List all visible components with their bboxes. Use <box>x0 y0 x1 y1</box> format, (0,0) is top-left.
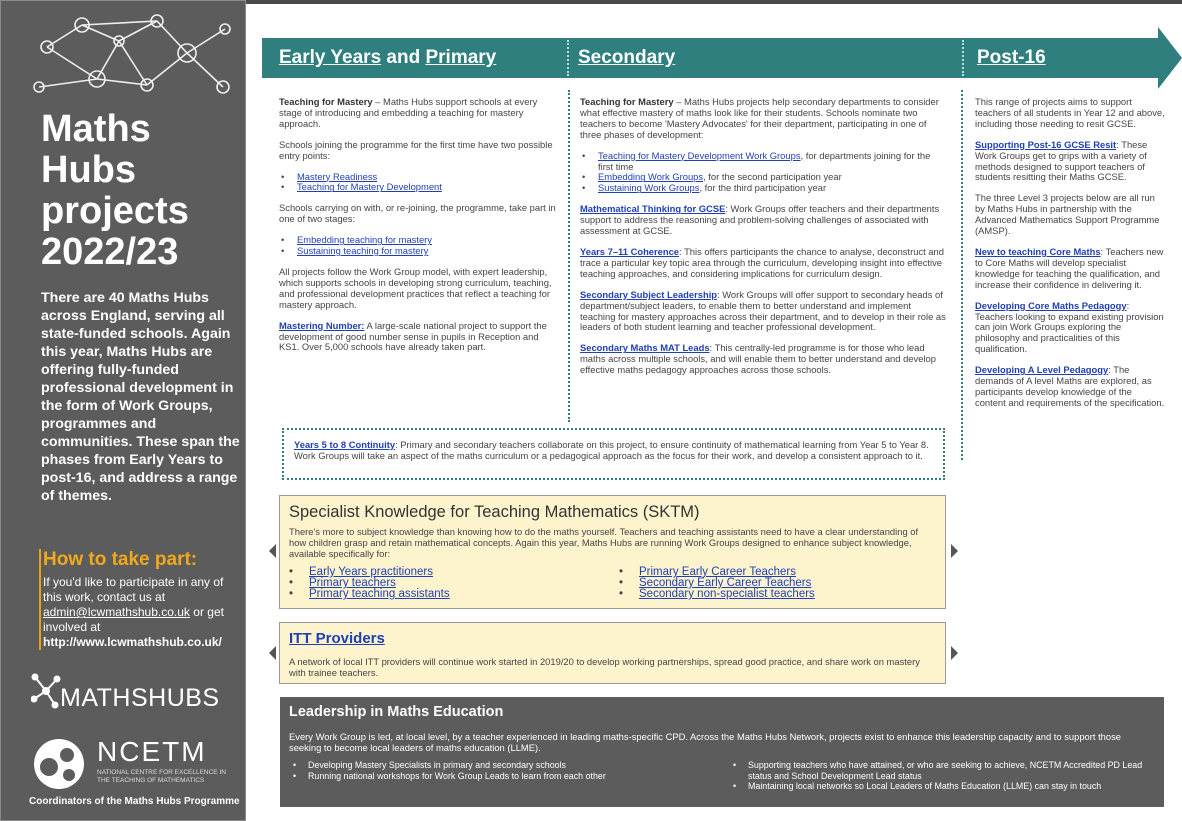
header-primary <box>279 45 496 71</box>
list-item[interactable] <box>285 589 450 600</box>
a-level-pedagogy-text: : The demands of A level Maths are explored, as participants develop knowledge of the content and requirements of the specification. <box>975 364 1165 408</box>
mastering-number-text: A large-scale national project to support the development of good number sense in pupils in Reception and KS1. Over 5,000 schools have already taken part. <box>279 319 547 353</box>
list-item: • Supporting teachers who have attained, or who are seeking to achieve, NCETM Accredited PD Lead status and School Development Lead status <box>729 760 1149 781</box>
column-divider <box>568 90 570 422</box>
sktm-left-list <box>285 567 450 600</box>
subject-leadership-link[interactable]: Secondary Subject Leadership <box>580 288 718 300</box>
header-early-years: Early Years <box>279 47 382 68</box>
header-post16 <box>977 45 1046 71</box>
mathematical-thinking-text: : Work Groups offer teachers and their departments support to address the reasoning and problem-solving challenges of associated with assessment at GCSE. <box>580 203 940 237</box>
sktm-title: Specialist Knowledge for Teaching Mathematics (SKTM) <box>289 503 700 521</box>
embedding-work-groups-link[interactable]: Embedding Work Groups <box>598 171 704 183</box>
secondary-non-specialist-link[interactable]: Secondary non-specialist teachers <box>639 588 815 600</box>
mastering-number-link[interactable]: Mastering Number: <box>279 319 365 331</box>
ncetm-circles-icon <box>31 737 91 791</box>
primary-tas-link[interactable]: Primary teaching assistants <box>309 588 450 600</box>
mathshubs-star-icon <box>31 671 61 711</box>
primary-column <box>279 97 557 363</box>
sktm-box <box>279 495 946 609</box>
gcse-resit-text: : These Work Groups get to grips with a variety of methods designed to support teachers of students resitting their Maths GCSE. <box>975 138 1148 183</box>
mathshubs-logo <box>31 669 231 719</box>
gcse-resit-link[interactable]: Supporting Post-16 GCSE Resit <box>975 138 1117 150</box>
itt-box <box>279 622 946 684</box>
list-item: • Running national workshops for Work Group Leads to learn from each other <box>289 771 709 782</box>
secondary-tfm-title: Teaching for Mastery <box>580 96 674 107</box>
coordinators-caption: Coordinators of the Maths Hubs Programme <box>29 796 240 807</box>
mat-leads-text: : This centrally-led programme is for those who lead maths across multiple schools, and will enable them to better understand and develop effective maths pedagogy approaches across those schools. <box>580 342 936 376</box>
header-secondary-label: Secondary <box>578 47 676 68</box>
phase-text: , for the third participation year <box>699 182 827 194</box>
tfm-dev-work-groups-link[interactable]: Teaching for Mastery Development Work Groups, <box>598 149 804 161</box>
website-link[interactable]: http://www.lcwmathshub.co.uk/ <box>43 635 222 649</box>
early-years-link[interactable]: Early Years practitioners <box>309 566 434 578</box>
primary-teachers-link[interactable]: Primary teachers <box>309 577 396 589</box>
header-secondary <box>578 45 675 71</box>
core-maths-pedagogy-text: : Teachers looking to expand existing provision can join Work Groups exploring the philosophy and practicalities of this qualification. <box>975 299 1164 355</box>
secondary-tfm-text: – Maths Hubs projects help secondary departments to consider what effective mastery of maths look like for their students. Schools nominate two teachers to become 'Mastery Advocates' for their department, participating in one of three phases of development: <box>580 96 939 140</box>
secondary-column <box>580 97 946 386</box>
secondary-phase-list <box>580 151 946 195</box>
secondary-ect-link[interactable]: Secondary Early Career Teachers <box>639 577 812 589</box>
continuity-link[interactable]: Years 5 to 8 Continuity <box>294 439 396 450</box>
how-to-take-part <box>39 549 243 650</box>
primary-entry-text: Schools joining the programme for the first time have two possible entry points: <box>279 138 553 161</box>
list-item: • Developing Mastery Specialists in primary and secondary schools <box>289 760 709 771</box>
mathematical-thinking-link[interactable]: Mathematical Thinking for GCSE <box>580 203 726 215</box>
primary-entry-list <box>279 172 557 194</box>
new-core-maths-text: : Teachers new to Core Maths will develop specialist knowledge for teaching the qualification, and increase their confidence in delivering it. <box>975 245 1164 290</box>
coherence-link[interactable]: Years 7–11 Coherence <box>580 245 680 257</box>
core-maths-pedagogy-link[interactable]: Developing Core Maths Pedagogy <box>975 299 1127 311</box>
a-level-pedagogy-link[interactable]: Developing A Level Pedagogy <box>975 364 1109 376</box>
ncetm-subtitle: NATIONAL CENTRE FOR EXCELLENCE IN THE TEACHING OF MATHEMATICS <box>97 769 226 784</box>
phase-text: for departments joining for the first time <box>598 149 931 172</box>
page-title: Maths Hubs projects 2022/23 <box>41 108 189 273</box>
right-arrow-icon <box>951 646 958 660</box>
mastery-readiness-link[interactable]: Mastery Readiness <box>297 170 378 182</box>
embedding-link[interactable]: Embedding teaching for mastery <box>297 234 432 246</box>
list-item: • Maintaining local networks so Local Leaders of Maths Education (LLME) can stay in touch <box>729 781 1149 792</box>
left-arrow-icon <box>269 544 276 558</box>
header-arrow-icon <box>1158 27 1182 89</box>
primary-tfm-text: – Maths Hubs support schools at every stage of introducing and embedding a teaching for mastery approach. <box>279 96 538 129</box>
header-post16-label: Post-16 <box>977 47 1046 68</box>
column-divider <box>961 90 963 460</box>
header-divider <box>962 40 964 76</box>
list-item[interactable] <box>580 183 946 194</box>
how-to-body <box>43 575 243 650</box>
right-arrow-icon <box>951 544 958 558</box>
list-item[interactable] <box>279 246 557 257</box>
sktm-right-list <box>615 567 815 600</box>
leadership-title: Leadership in Maths Education <box>289 704 504 720</box>
primary-stages-text: Schools carrying on with, or re-joining, the programme, take part in one of two stages: <box>279 202 556 225</box>
ncetm-logo <box>31 737 231 791</box>
header-divider <box>567 40 569 76</box>
leadership-left-list <box>289 760 709 781</box>
tfm-development-link[interactable]: Teaching for Mastery Development <box>297 181 442 193</box>
sustaining-work-groups-link[interactable]: Sustaining Work Groups <box>598 182 700 194</box>
post16-column <box>975 97 1165 419</box>
leadership-box <box>280 697 1164 807</box>
header-and: and <box>386 47 421 68</box>
post16-intro: This range of projects aims to support teachers of all students in Year 12 and above, including those needing to resit GCSE. <box>975 96 1165 129</box>
how-to-text: If you'd like to participate in any of this work, contact us at <box>43 575 224 604</box>
intro-text: There are 40 Maths Hubs across England, serving all state-funded schools. Again this year, Maths Hubs are offering fully-funded professional development in the form of Work Groups, programmes and communities. These span the phases from Early Years to post-16, and address a range of themes. <box>41 290 240 504</box>
primary-ect-link[interactable]: Primary Early Career Teachers <box>639 566 797 578</box>
ncetm-wordmark: NCETM <box>97 736 207 767</box>
itt-providers-link[interactable]: ITT Providers <box>289 630 385 647</box>
mathshubs-wordmark: MATHSHUBS <box>60 684 220 712</box>
level3-text: The three Level 3 projects below are all run by Maths Hubs in partnership with the Advanced Mathematics Support Programme (AMSP). <box>975 192 1160 237</box>
continuity-text: : Primary and secondary teachers collaborate on this project, to ensure continuity of mathematical learning from Year 5 to Year 8. Work Groups will take an aspect of the maths curriculum or a pedagogical approach as the focus for their work, and develop a consistent approach to it. <box>294 439 929 461</box>
list-item[interactable] <box>615 589 815 600</box>
list-item[interactable] <box>279 182 557 193</box>
leadership-text: Every Work Group is led, at local level, by a teacher experienced in leading maths-specific CPD. Across the Maths Hubs Network, projects exist to enhance this leadership capacity and to support those seeking to become local leaders of maths education (LLME). <box>289 731 1122 753</box>
sustaining-link[interactable]: Sustaining teaching for mastery <box>297 245 429 257</box>
contact-email-link[interactable]: admin@lcwmathshub.co.uk <box>43 605 190 619</box>
top-border <box>246 0 1182 4</box>
sktm-text: There's more to subject knowledge than knowing how to do the maths yourself. Teachers and teaching assistants need to have a clear understanding of how children grasp and retain mathematical concepts. Again this year, Maths Hubs are running Work Groups designed to enhance subject knowledge, available specifically for: <box>289 526 919 559</box>
itt-text: A network of local ITT providers will continue work started in 2019/20 to develop working partnerships, spread good practice, and share work on mastery with trainee teachers. <box>289 656 920 678</box>
how-to-text-2: or get involved at <box>43 605 224 634</box>
sidebar <box>0 0 246 821</box>
phase-text: , for the second participation year <box>703 171 842 183</box>
primary-stage-list <box>279 235 557 257</box>
list-item[interactable] <box>580 151 946 173</box>
network-graphic-icon <box>27 7 237 103</box>
how-to-title: How to take part: <box>43 549 198 570</box>
mat-leads-link[interactable]: Secondary Maths MAT Leads <box>580 342 710 354</box>
header-primary-word: Primary <box>425 47 497 68</box>
continuity-box <box>282 428 945 480</box>
coherence-text: : This offers participants the chance to analyse, deconstruct and trace a particular key topic area through the curriculum, developing insight into effective teaching approaches, and considering implications for curriculum design. <box>580 245 944 279</box>
leadership-right-list <box>729 760 1149 792</box>
left-arrow-icon <box>269 646 276 660</box>
subject-leadership-text: : Work Groups will offer support to secondary heads of department/subject leaders, to enable them to better understand and implement teaching for mastery approaches across their department, and to develop in their role as leaders of both student learning and teacher professional development. <box>580 288 946 333</box>
primary-tfm-title: Teaching for Mastery <box>279 96 373 107</box>
primary-model-text: All projects follow the Work Group model, with expert leadership, which supports schools in developing strong curriculum, teaching, and professional development practices that reflect a teaching for mastery approach. <box>279 265 552 310</box>
new-core-maths-link[interactable]: New to teaching Core Maths <box>975 245 1101 257</box>
